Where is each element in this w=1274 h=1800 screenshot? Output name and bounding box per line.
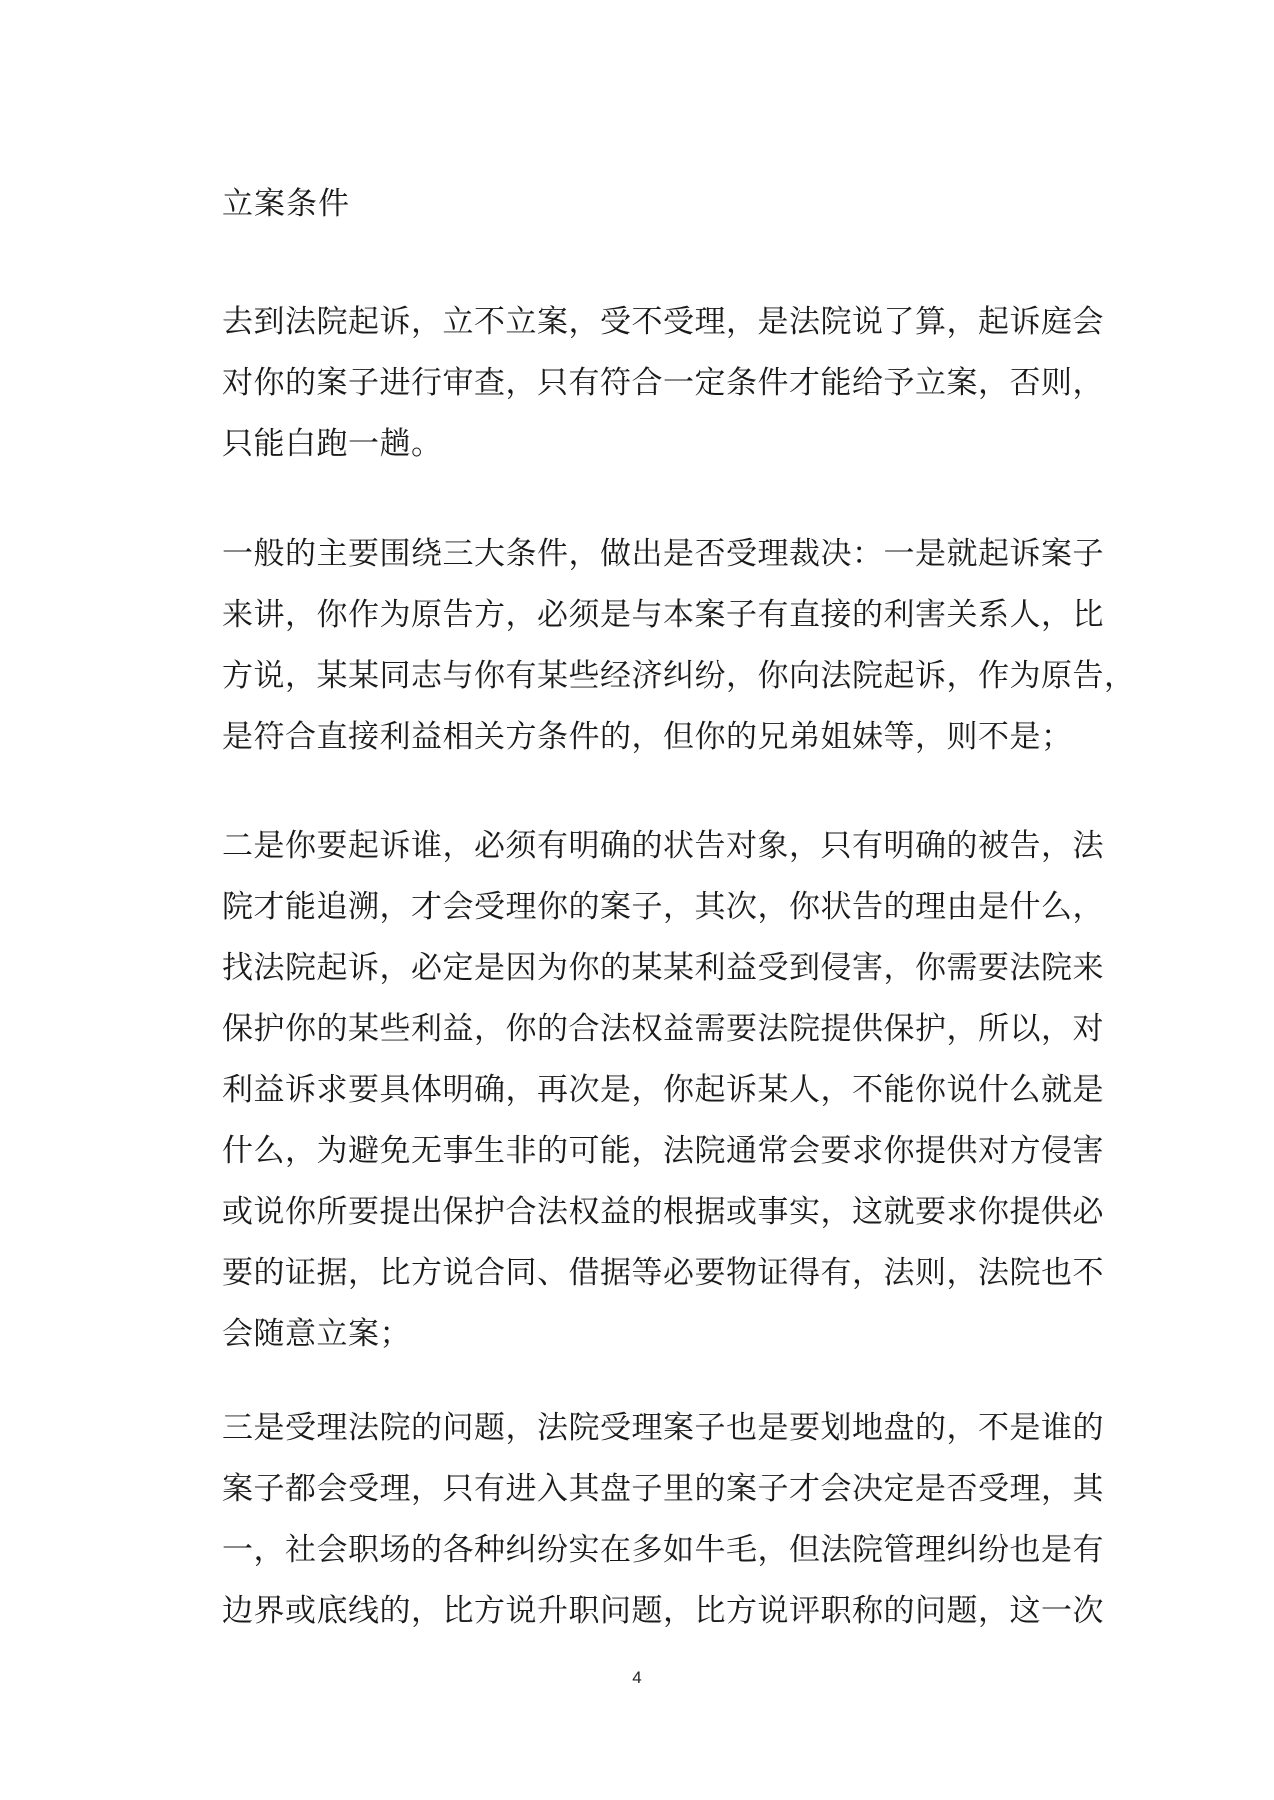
text-line: 方说，某某同志与你有某些经济纠纷，你向法院起诉，作为原告， xyxy=(222,658,1136,694)
section-title: 立案条件 xyxy=(222,186,350,222)
text-line: 找法院起诉，必定是因为你的某某利益受到侵害，你需要法院来 xyxy=(222,950,1104,986)
paragraph-4 xyxy=(222,1398,1104,1642)
text-line: 保护你的某些利益，你的合法权益需要法院提供保护，所以，对 xyxy=(222,1011,1104,1047)
text-line: 边界或底线的，比方说升职问题，比方说评职称的问题，这一次 xyxy=(222,1593,1104,1629)
text-line: 去到法院起诉，立不立案，受不受理，是法院说了算，起诉庭会 xyxy=(222,304,1104,340)
text-line: 是符合直接利益相关方条件的，但你的兄弟姐妹等，则不是； xyxy=(222,719,1073,755)
text-line: 什么，为避免无事生非的可能，法院通常会要求你提供对方侵害 xyxy=(222,1133,1104,1169)
page-number: 4 xyxy=(632,1668,642,1687)
text-line: 或说你所要提出保护合法权益的根据或事实，这就要求你提供必 xyxy=(222,1194,1104,1230)
paragraph-3 xyxy=(222,816,1104,1365)
text-line: 二是你要起诉谁，必须有明确的状告对象，只有明确的被告，法 xyxy=(222,828,1104,864)
text-line: 利益诉求要具体明确，再次是，你起诉某人，不能你说什么就是 xyxy=(222,1072,1104,1108)
text-line: 会随意立案； xyxy=(222,1316,411,1352)
text-line: 一般的主要围绕三大条件，做出是否受理裁决：一是就起诉案子 xyxy=(222,536,1104,572)
paragraph-2 xyxy=(222,524,1136,768)
text-line: 一，社会职场的各种纠纷实在多如牛毛，但法院管理纠纷也是有 xyxy=(222,1532,1104,1568)
paragraph-1 xyxy=(222,292,1104,475)
text-line: 院才能追溯，才会受理你的案子，其次，你状告的理由是什么， xyxy=(222,889,1104,925)
text-line: 案子都会受理，只有进入其盘子里的案子才会决定是否受理，其 xyxy=(222,1471,1104,1507)
text-line: 对你的案子进行审查，只有符合一定条件才能给予立案，否则， xyxy=(222,365,1104,401)
text-line: 三是受理法院的问题，法院受理案子也是要划地盘的，不是谁的 xyxy=(222,1410,1104,1446)
text-line: 只能白跑一趟。 xyxy=(222,426,443,462)
text-line: 来讲，你作为原告方，必须是与本案子有直接的利害关系人，比 xyxy=(222,597,1104,633)
text-line: 要的证据，比方说合同、借据等必要物证得有，法则，法院也不 xyxy=(222,1255,1104,1291)
